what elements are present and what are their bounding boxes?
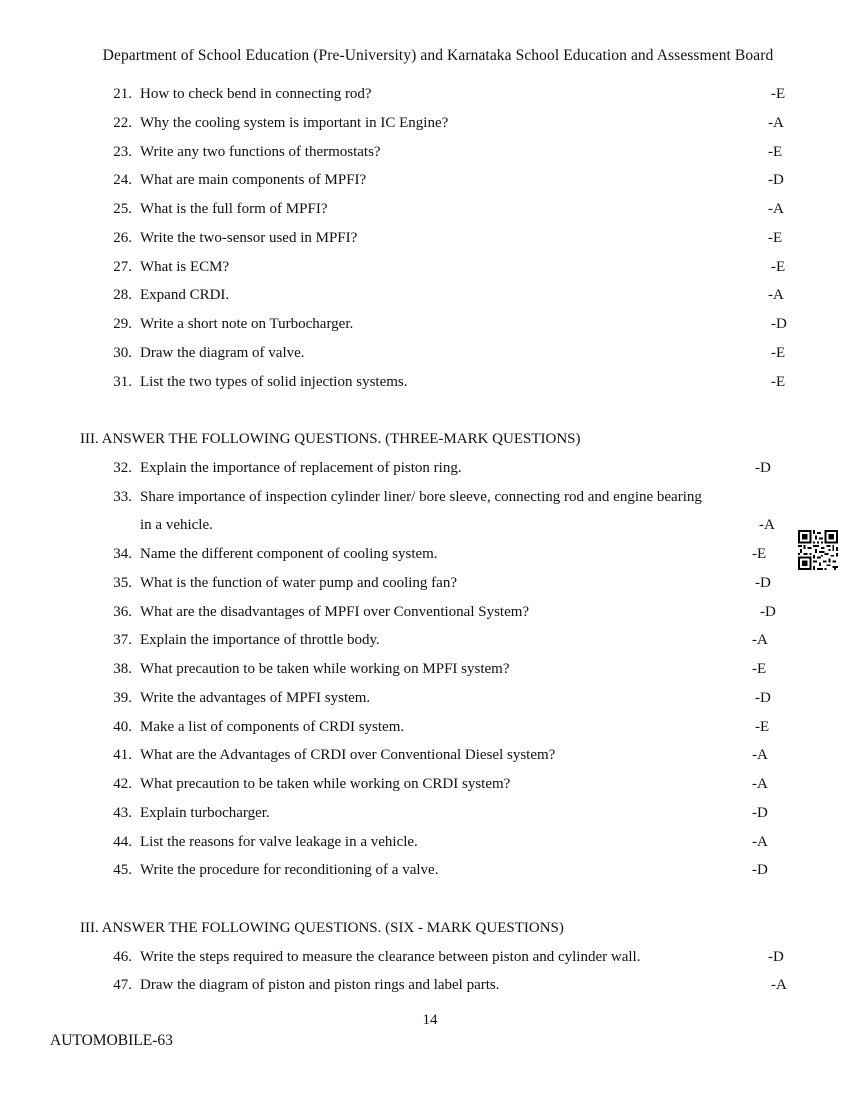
question-number: 23. (113, 144, 132, 160)
question-number: 33. (113, 489, 132, 505)
difficulty-level: -D (752, 805, 768, 821)
difficulty-level: -A (768, 287, 784, 303)
question-row (0, 546, 850, 566)
question-text: Draw the diagram of piston and piston rings and label parts. (140, 977, 500, 993)
question-text: Write the procedure for reconditioning of a valve. (140, 862, 439, 878)
question-row (0, 776, 850, 796)
question-row (0, 834, 850, 854)
question-row (0, 604, 850, 624)
difficulty-level: -E (771, 86, 786, 102)
difficulty-level: -D (755, 690, 771, 706)
question-text: List the reasons for valve leakage in a vehicle. (140, 834, 418, 850)
question-row (0, 719, 850, 739)
question-text: Expand CRDI. (140, 287, 230, 303)
question-row (0, 805, 850, 825)
question-row (0, 661, 850, 681)
question-text: List the two types of solid injection systems. (140, 374, 408, 390)
question-row (0, 690, 850, 710)
question-number: 40. (113, 719, 132, 735)
question-text: Write the steps required to measure the clearance between piston and cylinder wall. (140, 949, 641, 965)
question-number: 42. (113, 776, 132, 792)
question-row (0, 144, 850, 164)
question-text: Share importance of inspection cylinder liner/ bore sleeve, connecting rod and engine bearing (140, 489, 702, 505)
question-number: 29. (113, 316, 132, 332)
difficulty-level: -D (771, 316, 787, 332)
question-number: 27. (113, 259, 132, 275)
difficulty-level: -A (752, 834, 768, 850)
question-text: Write the advantages of MPFI system. (140, 690, 371, 706)
question-row (0, 977, 850, 997)
question-number: 38. (113, 661, 132, 677)
question-text: Write any two functions of thermostats? (140, 144, 381, 160)
qr-code-icon (798, 530, 838, 570)
question-row (0, 374, 850, 394)
question-text: Draw the diagram of valve. (140, 345, 305, 361)
difficulty-level: -D (755, 460, 771, 476)
question-row (0, 316, 850, 336)
question-row (0, 287, 850, 307)
question-number: 34. (113, 546, 132, 562)
difficulty-level: -D (768, 949, 784, 965)
question-number: 32. (113, 460, 132, 476)
question-text: What are the disadvantages of MPFI over Conventional System? (140, 604, 530, 620)
difficulty-level: -A (771, 977, 787, 993)
question-row (0, 949, 850, 969)
difficulty-level: -A (768, 201, 784, 217)
question-number: 22. (113, 115, 132, 131)
difficulty-level: -D (768, 172, 784, 188)
question-row (0, 747, 850, 767)
difficulty-level: -E (752, 661, 767, 677)
question-text: What are the Advantages of CRDI over Conventional Diesel system? (140, 747, 556, 763)
difficulty-level: -A (752, 776, 768, 792)
question-text: Name the different component of cooling system. (140, 546, 438, 562)
difficulty-level: -E (771, 345, 786, 361)
question-text: Explain turbocharger. (140, 805, 270, 821)
question-number: 28. (113, 287, 132, 303)
difficulty-level: -A (759, 517, 775, 533)
question-number: 31. (113, 374, 132, 390)
page-footer: AUTOMOBILE-63 (50, 1032, 173, 1049)
question-text: Write a short note on Turbocharger. (140, 316, 354, 332)
difficulty-level: -E (768, 144, 783, 160)
difficulty-level: -E (771, 374, 786, 390)
question-row (0, 259, 850, 279)
question-row (0, 517, 850, 537)
difficulty-level: -E (768, 230, 783, 246)
difficulty-level: -E (752, 546, 767, 562)
question-text: What is ECM? (140, 259, 230, 275)
question-row (0, 86, 850, 106)
question-number: 41. (113, 747, 132, 763)
page-header: Department of School Education (Pre-University) and Karnataka School Education and Assessment Board (102, 47, 774, 64)
difficulty-level: -D (755, 575, 771, 591)
question-number: 44. (113, 834, 132, 850)
question-text: What is the function of water pump and cooling fan? (140, 575, 457, 591)
section-heading-six-mark: III. ANSWER THE FOLLOWING QUESTIONS. (SIX - MARK QUESTIONS) (80, 920, 564, 936)
question-text: Make a list of components of CRDI system. (140, 719, 405, 735)
question-number: 26. (113, 230, 132, 246)
question-number: 21. (113, 86, 132, 102)
question-number: 25. (113, 201, 132, 217)
question-number: 45. (113, 862, 132, 878)
question-row (0, 632, 850, 652)
question-text: What precaution to be taken while working on CRDI system? (140, 776, 511, 792)
question-number: 24. (113, 172, 132, 188)
difficulty-level: -A (752, 747, 768, 763)
difficulty-level: -D (760, 604, 776, 620)
difficulty-level: -D (752, 862, 768, 878)
question-number: 39. (113, 690, 132, 706)
question-text: in a vehicle. (140, 517, 213, 533)
question-number: 30. (113, 345, 132, 361)
question-row (0, 345, 850, 365)
question-number: 35. (113, 575, 132, 591)
question-number: 36. (113, 604, 132, 620)
question-text: Why the cooling system is important in IC Engine? (140, 115, 449, 131)
question-row (0, 172, 850, 192)
difficulty-level: -A (752, 632, 768, 648)
question-text: Explain the importance of throttle body. (140, 632, 380, 648)
difficulty-level: -E (755, 719, 770, 735)
section-heading-three-mark: III. ANSWER THE FOLLOWING QUESTIONS. (THREE-MARK QUESTIONS) (80, 431, 581, 447)
question-text: How to check bend in connecting rod? (140, 86, 372, 102)
question-text: What are main components of MPFI? (140, 172, 367, 188)
question-text: Explain the importance of replacement of piston ring. (140, 460, 462, 476)
question-number: 43. (113, 805, 132, 821)
question-row (0, 489, 850, 509)
question-row (0, 575, 850, 595)
question-text: What is the full form of MPFI? (140, 201, 328, 217)
question-row (0, 862, 850, 882)
question-number: 47. (113, 977, 132, 993)
difficulty-level: -E (771, 259, 786, 275)
question-row (0, 460, 850, 480)
question-number: 37. (113, 632, 132, 648)
question-row (0, 201, 850, 221)
question-number: 46. (113, 949, 132, 965)
difficulty-level: -A (768, 115, 784, 131)
page-number: 14 (422, 1012, 438, 1028)
question-row (0, 115, 850, 135)
question-row (0, 230, 850, 250)
question-text: What precaution to be taken while working on MPFI system? (140, 661, 510, 677)
question-text: Write the two-sensor used in MPFI? (140, 230, 358, 246)
